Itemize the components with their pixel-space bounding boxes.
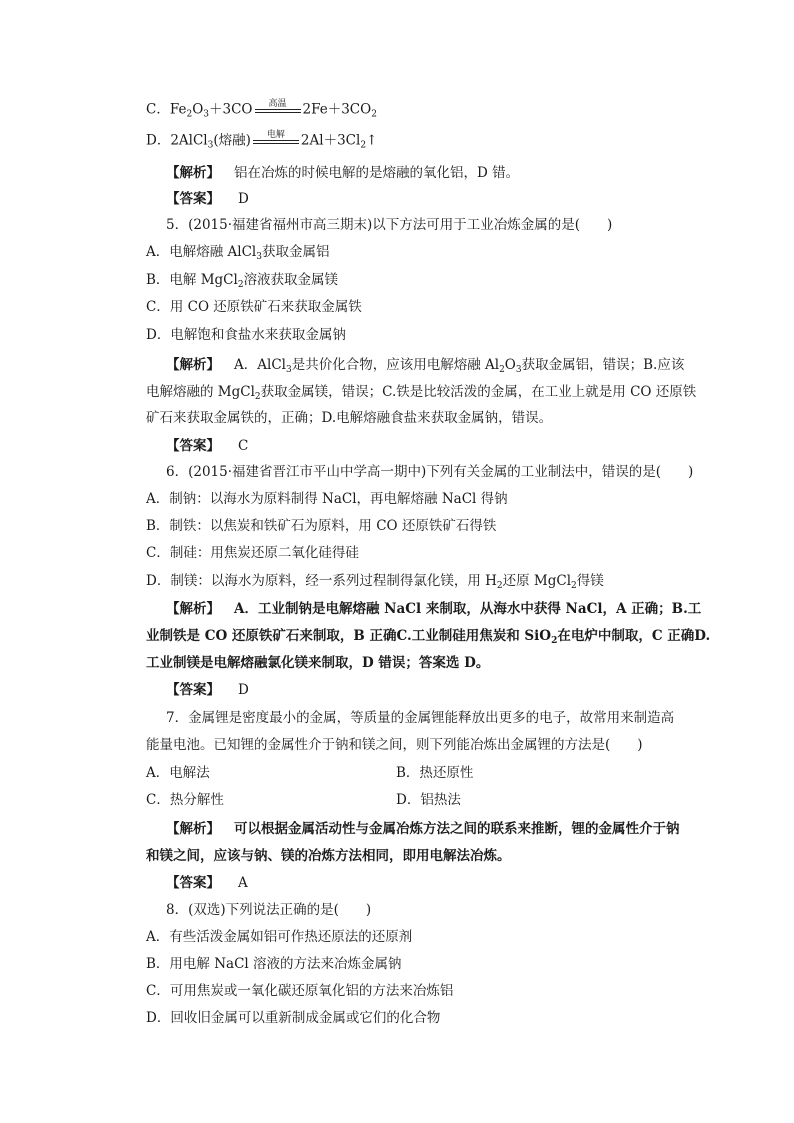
condition-text: 高温 [268,99,287,109]
q8-stem: 8．(双选)下列说法正确的是( ) [166,902,372,918]
q6-analysis-line2 [146,626,710,646]
subscript: 3 [203,109,209,120]
q6-option-b: B．制铁：以焦炭和铁矿石为原料，用 CO 还原铁矿石得铁 [146,518,497,534]
q4-option-d [146,130,377,152]
text: A．工业制钠是电解熔融 NaCl 来制取，从海水中获得 NaCl，A 正确；B.工 [234,601,702,617]
q5-analysis-line1 [166,355,684,375]
subscript: 2 [499,365,505,375]
q5-analysis-line3: 矿石来获取金属铁的，正确；D.电解熔融食盐来获取金属钠，错误。 [146,410,553,426]
subscript: 2 [186,109,193,120]
q6-option-c: C．制硅：用焦炭还原二氧化硅得硅 [146,545,359,561]
text: C．Fe [146,101,187,118]
text: (熔融) [213,132,251,149]
subscript: 3 [515,365,522,375]
q7-option-c: C．热分解性 [146,792,224,808]
text: O [504,357,516,373]
text: 2Al＋3Cl [300,132,361,149]
text: 获取金属铝 [262,244,330,260]
q4-answer [166,189,249,209]
text: A．AlCl [234,357,286,373]
q7-analysis-line1 [166,819,680,839]
text: 获取金属镁，错误；C.铁是比较活泼的金属，在工业上就是用 CO 还原铁 [260,384,697,400]
q6-stem: 6．(2015·福建省晋江市平山中学高一期中)下列有关金属的工业制法中，错误的是( ) [166,464,694,480]
q8-option-a: A．有些活泼金属如铝可作热还原法的还原剂 [146,929,413,945]
subscript: 3 [207,140,214,151]
text: 2Fe＋3CO [302,101,372,118]
text: ＋3CO [209,101,253,118]
subscript: 2 [360,140,367,151]
analysis-label: 【解析】 [166,357,220,373]
subscript: 2 [571,581,577,591]
subscript: 3 [256,252,262,262]
q5-stem: 5．(2015·福建省福州市高三期末)以下方法可用于工业冶炼金属的是( ) [166,217,613,233]
q6-analysis-line3: 工业制镁是电解熔融氯化镁来制取，D 错误；答案选 D。 [146,655,490,671]
text: 还原 MgCl [502,573,572,589]
text: 得镁 [576,573,604,589]
text: O [192,101,204,118]
subscript: 3 [285,365,292,375]
subscript: 2 [496,581,503,591]
analysis-label: 【解析】 [166,601,220,617]
answer-label: 【答案】 [166,875,220,891]
analysis-text: 铝在冶炼的时候电解的是熔融的氧化铝，D 错。 [234,165,520,181]
q8-option-d: D．回收旧金属可以重新制成金属或它们的化合物 [146,1010,441,1026]
q5-option-b [146,270,338,290]
text: D．制镁：以海水为原料，经一系列过程制得氯化镁，用 H [146,573,497,589]
answer-value: A [238,875,248,891]
q6-analysis-line1 [166,599,701,619]
gas-arrow: ↑ [366,132,378,149]
subscript: 2 [371,109,377,120]
reaction-condition [253,130,299,152]
q5-option-d: D．电解饱和食盐水来获取金属钠 [146,327,346,343]
q4-option-c [146,99,377,121]
q7-stem-line1: 7．金属锂是密度最小的金属，等质量的金属锂能释放出更多的电子，故常用来制造高 [166,710,675,726]
q7-option-d: D．铝热法 [396,792,461,808]
text: 获取金属铝，错误；B.应该 [521,357,685,373]
text: 可以根据金属活动性与金属冶炼方法之间的联系来推断，锂的金属性介于钠 [234,821,680,837]
subscript: 2 [551,636,558,646]
answer-label: 【答案】 [166,438,220,454]
analysis-label: 【解析】 [166,165,220,181]
q7-option-a: A．电解法 [146,765,210,781]
answer-value: D [238,191,249,207]
text: B．电解 MgCl [146,272,238,288]
condition-text: 电解 [266,130,285,140]
q6-answer [166,680,249,700]
q6-option-a: A．制钠：以海水为原料制得 NaCl，再电解熔融 NaCl 得钠 [146,491,508,507]
q5-option-c: C．用 CO 还原铁矿石来获取金属铁 [146,299,362,315]
q5-option-a [146,242,330,262]
text: 在电炉中制取，C 正确D. [557,628,711,644]
q5-analysis-line2 [146,382,696,402]
text: 业制铁是 CO 还原铁矿石来制取，B 正确C.工业制硅用焦炭和 SiO [146,628,552,644]
q5-answer [166,436,248,456]
subscript: 2 [254,392,261,402]
subscript: 2 [237,280,244,290]
q7-analysis-line2: 和镁之间，应该与钠、镁的冶炼方法相同，即用电解法冶炼。 [146,848,511,864]
text: 溶液获取金属镁 [243,272,339,288]
text: D．2AlCl [146,132,208,149]
q7-answer [166,873,248,893]
q7-stem-line2: 能量电池。已知锂的金属性介于钠和镁之间，则下列能冶炼出金属锂的方法是( ) [146,737,643,753]
text: 是共价化合物，应该用电解熔融 Al [291,357,500,373]
q8-option-b: B．用电解 NaCl 溶液的方法来冶炼金属钠 [146,956,402,972]
analysis-label: 【解析】 [166,821,220,837]
answer-value: C [238,438,249,454]
answer-label: 【答案】 [166,191,220,207]
q7-option-b: B．热还原性 [396,765,474,781]
q8-option-c: C．可用焦炭或一氧化碳还原氧化铝的方法来冶炼铝 [146,983,454,999]
q4-analysis [166,163,519,183]
answer-label: 【答案】 [166,682,220,698]
q6-option-d [146,571,604,591]
text: 电解熔融的 MgCl [146,384,255,400]
text: A．电解熔融 AlCl [146,244,257,260]
answer-value: D [238,682,249,698]
reaction-condition [255,99,301,121]
